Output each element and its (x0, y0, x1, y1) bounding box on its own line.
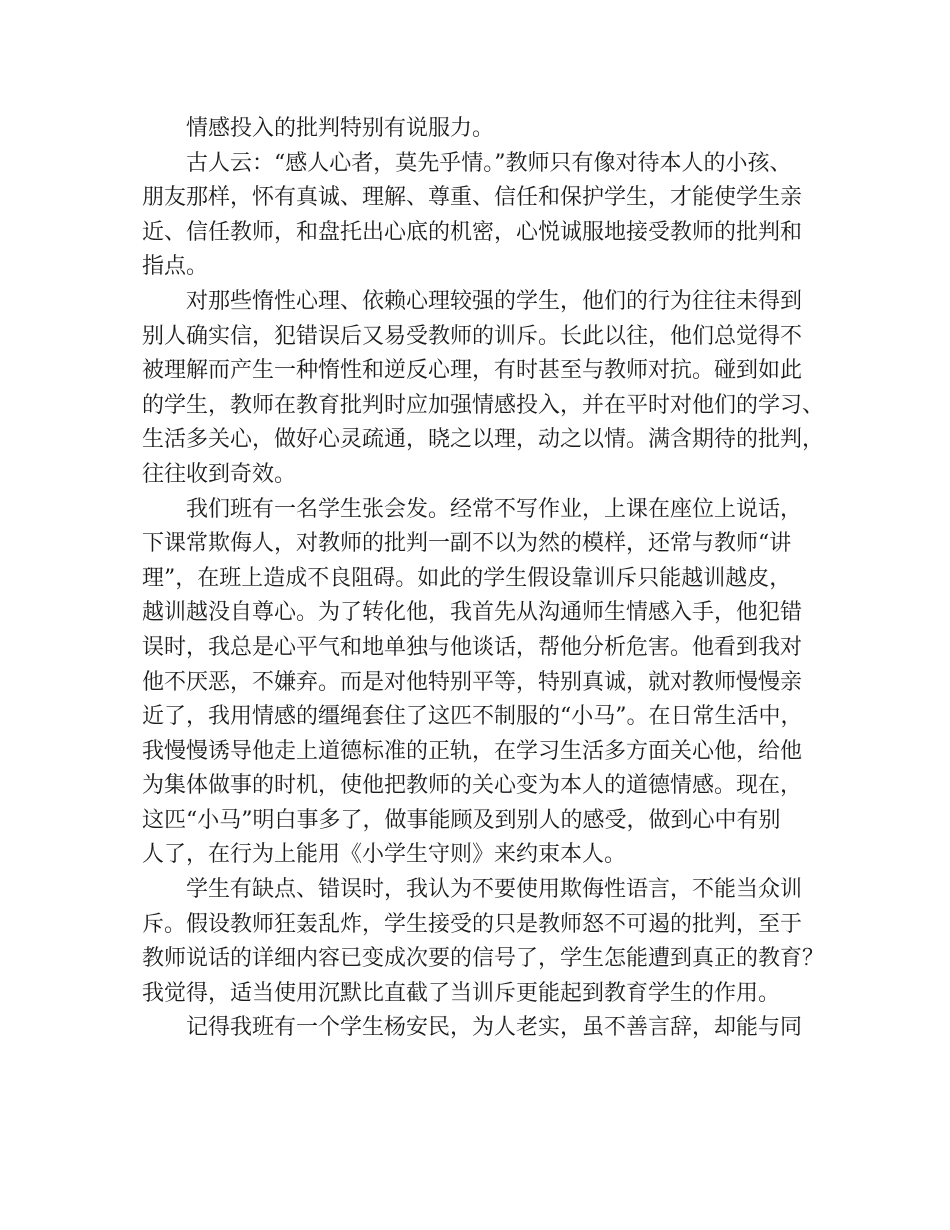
paragraph-6 (142, 1011, 814, 1046)
paragraph-3 (142, 285, 825, 493)
text-line: 往往收到奇效。 (142, 461, 297, 487)
text-line: 我们班有一名学生张会发。经常不写作业，上课在座位上说话， (186, 496, 803, 522)
text-line: 下课常欺侮人，对教师的批判一副不以为然的模样，还常与教师“讲 (142, 531, 792, 557)
document-body (142, 112, 825, 1046)
text-line: 斥。假设教师狂轰乱炸，学生接受的只是教师怒不可遏的批判，至于 (142, 911, 803, 937)
paragraph-1 (142, 112, 814, 147)
paragraph-5 (142, 873, 825, 1011)
text-line: 生活多关心，做好心灵疏通，晓之以理，动之以情。满含期待的批判， (142, 427, 825, 453)
text-line: 理”，在班上造成不良阻碍。如此的学生假设靠训斥只能越训越皮， (142, 565, 792, 591)
text-line: 为集体做事的时机，使他把教师的关心变为本人的道德情感。现在， (142, 773, 803, 799)
text-line: 这匹“小马”明白事多了，做事能顾及到别人的感受，做到心中有别 (142, 807, 781, 833)
text-line: 误时，我总是心平气和地单独与他谈话，帮他分析危害。他看到我对 (142, 634, 803, 660)
text-line: 学生有缺点、错误时，我认为不要使用欺侮性语言，不能当众训 (186, 877, 803, 903)
text-line: 情感投入的批判特别有说服力。 (186, 116, 495, 141)
paragraph-2 (142, 147, 814, 285)
text-line: 别人确实信，犯错误后又易受教师的训斥。长此以往，他们总觉得不 (142, 323, 803, 349)
text-line: 人了，在行为上能用《小学生守则》来约束本人。 (142, 842, 627, 868)
text-line: 对那些惰性心理、依赖心理较强的学生，他们的行为往往未得到 (186, 288, 803, 314)
text-line: 近了，我用情感的缰绳套住了这匹不制服的“小马”。在日常生活中， (142, 704, 803, 730)
text-line: 指点。 (142, 254, 209, 280)
paragraph-4 (142, 493, 814, 874)
text-line: 记得我班有一个学生杨安民，为人老实，虽不善言辞，却能与同 (186, 1015, 803, 1041)
text-line: 我慢慢诱导他走上道德标准的正轨，在学习生活多方面关心他，给他 (142, 738, 803, 764)
text-line: 的学生，教师在教育批判时应加强情感投入，并在平时对他们的学习、 (142, 392, 825, 418)
text-line: 朋友那样，怀有真诚、理解、尊重、信任和保护学生，才能使学生亲 (142, 185, 803, 211)
text-line: 他不厌恶，不嫌弃。而是对他特别平等，特别真诚，就对教师慢慢亲 (142, 669, 803, 695)
text-line: 越训越没自尊心。为了转化他，我首先从沟通师生情感入手，他犯错 (142, 600, 803, 626)
text-line: 古人云：“感人心者，莫先乎情。”教师只有像对待本人的小孩、 (186, 150, 792, 176)
text-line: 教师说话的详细内容已变成次要的信号了，学生怎能遭到真正的教育？ (142, 946, 825, 972)
text-line: 被理解而产生一种惰性和逆反心理，有时甚至与教师对抗。碰到如此 (142, 358, 803, 384)
text-line: 近、信任教师，和盘托出心底的机密，心悦诚服地接受教师的批判和 (142, 219, 803, 245)
text-line: 我觉得，适当使用沉默比直截了当训斥更能起到教育学生的作用。 (142, 980, 781, 1006)
